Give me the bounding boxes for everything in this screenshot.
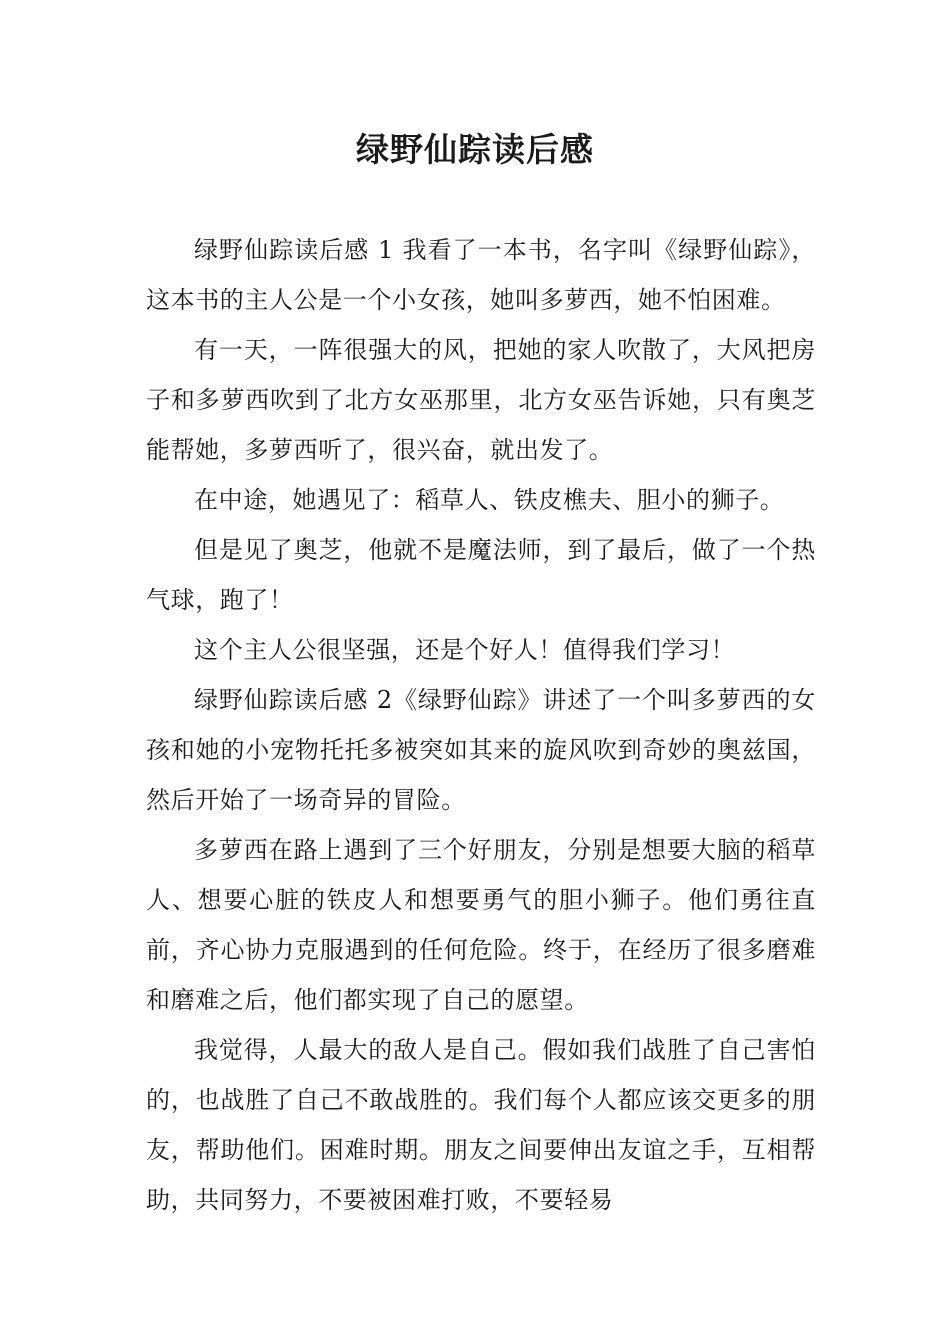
paragraph: 多萝西在路上遇到了三个好朋友，分别是想要大脑的稻草人、想要心脏的铁皮人和想要勇气的胆小狮子。他们勇往直前，齐心协力克服遇到的任何危险。终于，在经历了很多磨难和磨难之后，他们都实现了自己的愿望。 — [146, 836, 816, 1014]
paragraph: 但是见了奥芝，他就不是魔法师，到了最后，做了一个热气球，跑了！ — [146, 536, 816, 614]
paragraph: 有一天，一阵很强大的风，把她的家人吹散了，大风把房子和多萝西吹到了北方女巫那里，北方女巫告诉她，只有奥芝能帮她，多萝西听了，很兴奋，就出发了。 — [146, 336, 816, 464]
paragraph: 我觉得，人最大的敌人是自己。假如我们战胜了自己害怕的，也战胜了自己不敢战胜的。我们每个人都应该交更多的朋友，帮助他们。困难时期。朋友之间要伸出友谊之手，互相帮助，共同努力，不要被困难打败，不要轻易 — [146, 1036, 816, 1214]
document-body — [146, 225, 816, 1225]
paragraph: 在中途，她遇见了：稻草人、铁皮樵夫、胆小的狮子。 — [194, 486, 785, 514]
paragraph: 绿野仙踪读后感 2《绿野仙踪》讲述了一个叫多萝西的女孩和她的小宠物托托多被突如其来的旋风吹到奇妙的奥兹国，然后开始了一场奇异的冒险。 — [146, 686, 816, 814]
document-title: 绿野仙踪读后感 — [356, 130, 594, 169]
paragraph: 绿野仙踪读后感 1 我看了一本书，名字叫《绿野仙踪》，这本书的主人公是一个小女孩，她叫多萝西，她不怕困难。 — [146, 236, 816, 314]
paragraph: 这个主人公很坚强，还是个好人！值得我们学习！ — [194, 636, 736, 664]
